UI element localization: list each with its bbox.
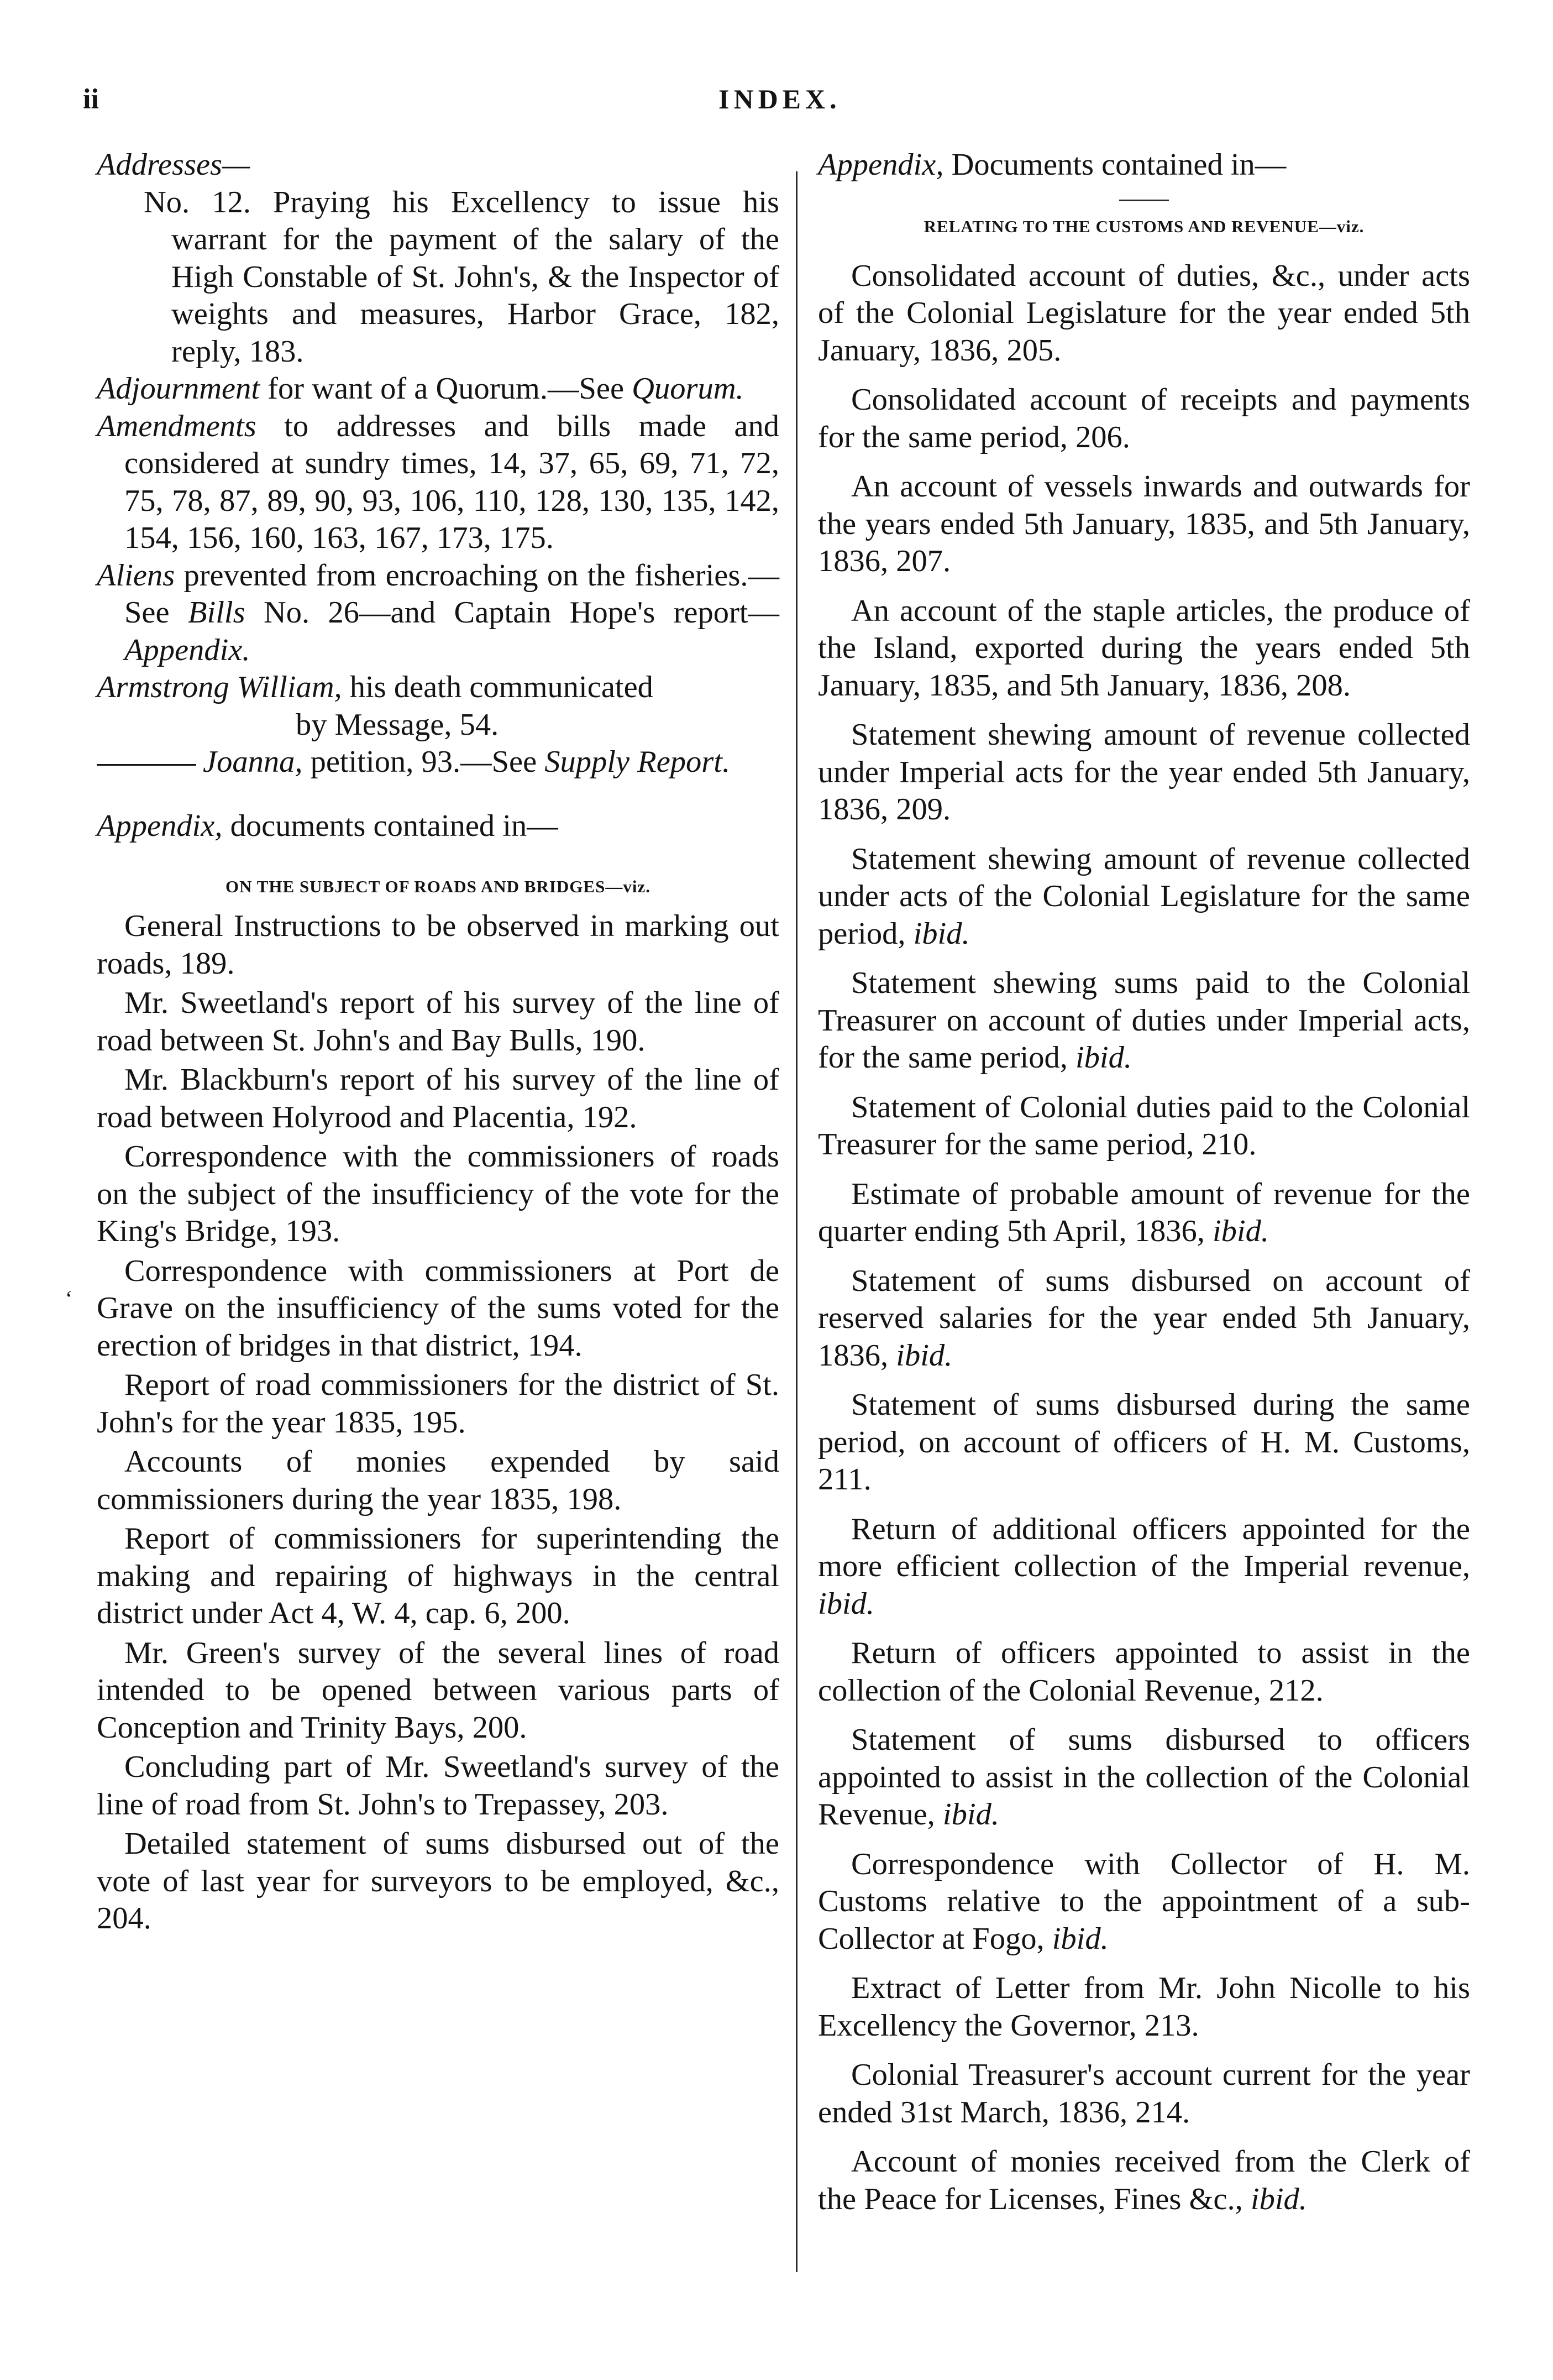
customs-entry: [818, 593, 1470, 705]
entry-ibid: ibid.: [942, 1797, 999, 1832]
appendix-customs-text: Documents contained in—: [943, 148, 1287, 182]
customs-entry: [818, 381, 1470, 456]
customs-entry: [818, 2143, 1470, 2218]
entry-text: Statement shewing amount of revenue collected under Imperial acts for the year ended 5th January, 1836, 209.: [818, 718, 1470, 827]
customs-entry: [818, 1176, 1470, 1251]
adjournment-text: for want of a Quorum.—See: [260, 372, 632, 406]
amendments-text: to addresses and bills made and considered at sundry times, 14, 37, 65, 69, 71, 72, 75, 78, 87, 89, 90, 93, 106, 110, 128, 130, 135, 142, 154, 156, 160, 163, 167, 173, 175.: [124, 409, 779, 555]
running-title: INDEX.: [718, 83, 841, 114]
armstrong-entry: [97, 669, 779, 707]
entry-text: Statement of sums disbursed on account of reserved salaries for the year ended 5th January, 1836,: [818, 1263, 1470, 1373]
entry-text: Consolidated account of duties, &c., under acts of the Colonial Legislature for the year ended 5th January, 1836, 205.: [818, 258, 1470, 368]
aliens-entry: [97, 557, 779, 669]
adjournment-see: Quorum.: [632, 372, 744, 406]
entry-ibid: ibid.: [1052, 1921, 1109, 1956]
customs-entry: [818, 1387, 1470, 1499]
roads-entry-kings-bridge: Correspondence with the commissioners of roads on the subject of the insufficiency of the vote for the King's Bridge, 193.: [97, 1139, 779, 1248]
appendix-roads-text: documents contained in—: [222, 808, 558, 843]
entry-ibid: ibid.: [1212, 1214, 1269, 1248]
joanna-text: petition, 93.—See: [302, 745, 545, 779]
addresses-entry-no12: No. 12. Praying his Excellency to issue his warrant for the payment of the salary of the High Constable of St. John's, & the Inspector of weights and measures, Harbor Grace, 182, reply, 183.: [144, 185, 779, 369]
armstrong-continuation: by Message, 54.: [296, 707, 499, 742]
entry-text: Estimate of probable amount of revenue for the quarter ending 5th April, 1836,: [818, 1176, 1470, 1248]
entry-text: Return of officers appointed to assist in the collection of the Colonial Revenue, 212.: [818, 1636, 1470, 1708]
aliens-text2: No. 26—and Captain Hope's report—: [245, 595, 779, 630]
entry-text: Statement of Colonial duties paid to the Colonial Treasurer for the same period, 210.: [818, 1090, 1470, 1162]
entry-ibid: ibid.: [1075, 1040, 1132, 1075]
right-column: [818, 147, 1470, 2218]
aliens-bills: Bills: [187, 595, 245, 630]
amendments-entry: [97, 408, 779, 557]
entry-text: Consolidated account of receipts and payments for the same period, 206.: [818, 383, 1470, 454]
roads-entry-trepassey: Concluding part of Mr. Sweetland's survey of the line of road from St. John's to Trepassey, 203.: [97, 1750, 779, 1822]
ditto-dash: [97, 764, 196, 766]
entry-text: An account of the staple articles, the produce of the Island, exported during the years ended 5th January, 1835, and 5th January, 1836, 208.: [818, 593, 1470, 703]
customs-caption: RELATING TO THE CUSTOMS AND REVENUE—viz.: [924, 216, 1365, 236]
entry-ibid: ibid.: [913, 916, 970, 951]
armstrong-text: his death communicated: [342, 670, 653, 704]
entry-text: Colonial Treasurer's account current for the year ended 31st March, 1836, 214.: [818, 2058, 1470, 2130]
customs-entries: [818, 258, 1470, 2219]
heading-rule: [1119, 200, 1169, 201]
appendix-customs-heading: [818, 147, 1470, 184]
customs-entry: [818, 1846, 1470, 1958]
column-divider: [796, 171, 798, 2272]
entry-ibid: ibid.: [896, 1338, 953, 1373]
customs-entry: [818, 1722, 1470, 1834]
entry-ibid: ibid.: [818, 1586, 875, 1621]
customs-entry: [818, 1970, 1470, 2044]
amendments-term: Amendments: [97, 409, 256, 443]
left-column: [97, 147, 779, 1938]
aliens-term: Aliens: [97, 558, 175, 593]
customs-entry: [818, 258, 1470, 370]
customs-entry: [818, 2057, 1470, 2131]
roads-entry-instructions: General Instructions to be observed in marking out roads, 189.: [97, 909, 779, 981]
customs-entry: [818, 1511, 1470, 1623]
roads-entry-sweetland-baybulls: Mr. Sweetland's report of his survey of the line of road between St. John's and Bay Bulls, 190.: [97, 986, 779, 1058]
armstrong-term: Armstrong William,: [97, 670, 342, 704]
adjournment-entry: [97, 370, 779, 408]
customs-entry: [818, 841, 1470, 953]
entry-text: An account of vessels inwards and outwards for the years ended 5th January, 1835, and 5th January, 1836, 207.: [818, 469, 1470, 578]
entry-text: Statement of sums disbursed during the same period, on account of officers of H. M. Customs, 211.: [818, 1388, 1470, 1497]
adjournment-term: Adjournment: [97, 372, 260, 406]
customs-entry: [818, 468, 1470, 580]
entry-text: Correspondence with Collector of H. M. Customs relative to the appointment of a sub-Collector at Fogo,: [818, 1847, 1470, 1956]
entry-text: Statement of sums disbursed to officers appointed to assist in the collection of the Colonial Revenue,: [818, 1723, 1470, 1832]
entry-text: Statement shewing sums paid to the Colonial Treasurer on account of duties under Imperial acts, for the same period,: [818, 966, 1470, 1075]
entry-text: Return of additional officers appointed for the more efficient collection of the Imperial revenue,: [818, 1511, 1470, 1583]
appendix-roads-term: Appendix,: [97, 808, 223, 843]
entry-text: Extract of Letter from Mr. John Nicolle to his Excellency the Governor, 213.: [818, 1971, 1470, 2043]
entry-ibid: ibid.: [1250, 2182, 1307, 2216]
roads-entry-accounts: Accounts of monies expended by said commissioners during the year 1835, 198.: [97, 1445, 779, 1516]
roads-entries: [97, 908, 779, 1938]
roads-entry-report-st-johns: Report of road commissioners for the district of St. John's for the year 1835, 195.: [97, 1368, 779, 1440]
customs-entry: [818, 1635, 1470, 1709]
roads-entry-port-de-grave: Correspondence with commissioners at Port de Grave on the insufficiency of the sums voted for the erection of bridges in that district, 194.: [97, 1253, 779, 1363]
roads-entry-green-survey: Mr. Green's survey of the several lines of road intended to be opened between various parts of Conception and Trinity Bays, 200.: [97, 1635, 779, 1745]
joanna-term: Joanna,: [203, 745, 303, 779]
margin-mark: ‘: [65, 1286, 73, 1311]
customs-entry: [818, 1263, 1470, 1375]
joanna-see: Supply Report.: [544, 745, 731, 779]
entry-text: Account of monies received from the Clerk of the Peace for Licenses, Fines &c.,: [818, 2144, 1470, 2216]
aliens-text: prevented from encroaching on the fisheries.—See: [124, 558, 779, 630]
page-header: [0, 83, 1553, 127]
roads-entry-blackburn: Mr. Blackburn's report of his survey of the line of road between Holyrood and Placentia, 192.: [97, 1063, 779, 1134]
appendix-roads-heading: [97, 808, 779, 845]
roads-caption: ON THE SUBJECT OF ROADS AND BRIDGES—viz.: [225, 877, 650, 896]
appendix-customs-term: Appendix,: [818, 148, 944, 182]
roads-entry-central-district: Report of commissioners for superintending the making and repairing of highways in the central district under Act 4, W. 4, cap. 6, 200.: [97, 1521, 779, 1630]
aliens-appendix: Appendix.: [124, 632, 250, 667]
customs-entry: [818, 716, 1470, 829]
page-number: ii: [83, 83, 99, 115]
customs-entry: [818, 965, 1470, 1077]
roads-entry-surveyors: Detailed statement of sums disbursed out of the vote of last year for surveyors to be employed, &c., 204.: [97, 1827, 779, 1936]
customs-entry: [818, 1089, 1470, 1164]
entry-text: Statement shewing amount of revenue collected under acts of the Colonial Legislature for the same period,: [818, 841, 1470, 951]
addresses-heading: Addresses—: [97, 148, 250, 182]
joanna-entry: [97, 744, 779, 781]
